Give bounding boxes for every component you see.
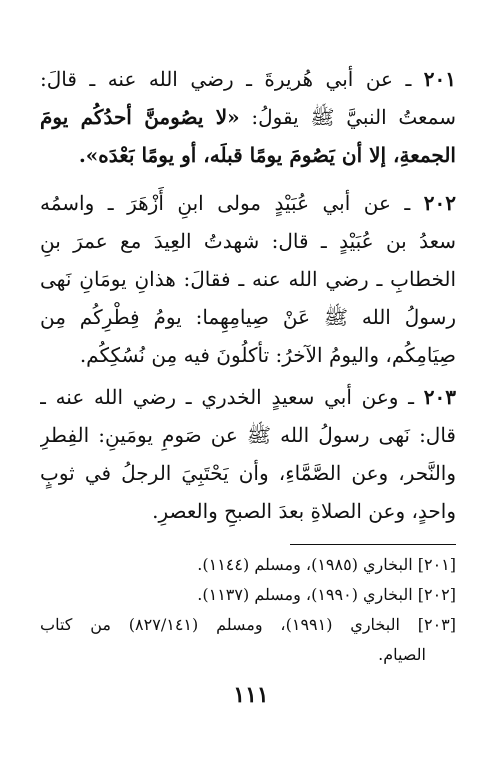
hadith-line: [40, 98, 456, 136]
footnote-item: [٢٠٣] البخاري (١٩٩١)، ومسلم (٨٢٧/١٤١) من كتاب: [40, 615, 457, 634]
hadith-text: الخطابِ ـ رضي الله عنه ـ فقالَ: هذانِ يومَانِ نَهى: [40, 267, 456, 291]
hadith-number: ٢٠٣: [423, 385, 456, 409]
footnote-divider: [290, 544, 456, 545]
hadith-line: [40, 222, 456, 260]
footnote-continuation: الصيام.: [378, 645, 426, 664]
hadith-line: [40, 336, 456, 374]
hadith-text: ـ عن أبي هُريرةَ ـ رضي الله عنه ـ قالَ:: [40, 67, 412, 91]
hadith-text: صِيَامِكُم، واليومُ الآخرُ: تأكلُونَ فيه مِن نُسُكِكُم.: [79, 343, 456, 367]
footnote-item: [٢٠٢] البخاري (١٩٩٠)، ومسلم (١١٣٧).: [197, 585, 456, 604]
hadith-text: قال: نَهى رسولُ الله ﷺ عن صَومِ يومَينِ: الفِطرِ: [40, 423, 456, 447]
hadith-line: [40, 260, 456, 298]
hadith-202: [40, 184, 456, 374]
hadith-line: [40, 60, 456, 98]
hadith-text: ـ وعن أبي سعيدٍ الخدري ـ رضي الله عنه ـ: [40, 385, 415, 409]
hadith-line: [40, 416, 456, 454]
footnotes: [40, 550, 456, 670]
hadith-201: [40, 60, 456, 174]
hadith-line: [40, 298, 456, 336]
hadith-text: سمعتُ النبيَّ ﷺ يقولُ:: [239, 105, 456, 129]
hadith-number: ٢٠٢: [423, 191, 456, 215]
hadith-line: [40, 492, 456, 530]
hadith-line: [40, 184, 456, 222]
page-number: ١١١: [233, 682, 269, 708]
hadith-number: ٢٠١: [423, 67, 456, 91]
prophetic-quote: الجمعةِ، إلا أن يَصُومَ يومًا قبلَه، أو يومًا بَعْدَه».: [78, 143, 456, 167]
hadith-line: [40, 378, 456, 416]
hadith-text: واحدٍ، وعن الصلاةِ بعدَ الصبحِ والعصرِ.: [152, 499, 456, 523]
footnote-item: [٢٠١] البخاري (١٩٨٥)، ومسلم (١١٤٤).: [197, 555, 456, 574]
hadith-line: [40, 136, 456, 174]
hadith-line: [40, 454, 456, 492]
hadith-text: والنَّحر، وعن الصَّمَّاءِ، وأن يَحْتَبِيَ الرجلُ في ثوبٍ: [40, 461, 456, 485]
hadith-text: رسولُ الله ﷺ عَنْ صِيامِهِما: يومُ فِطْرِكُم مِن: [40, 305, 456, 329]
hadith-text: ـ عن أبي عُبَيْدٍ مولى ابنِ أَزْهَرَ ـ واسمُه: [40, 191, 411, 215]
hadith-text: سعدُ بن عُبَيْدٍ ـ قال: شهدتُ العِيدَ مع عمرَ بنِ: [40, 229, 456, 253]
prophetic-quote: «لا يصُومنَّ أحدُكُم يومَ: [40, 105, 240, 129]
hadith-203: [40, 378, 456, 530]
